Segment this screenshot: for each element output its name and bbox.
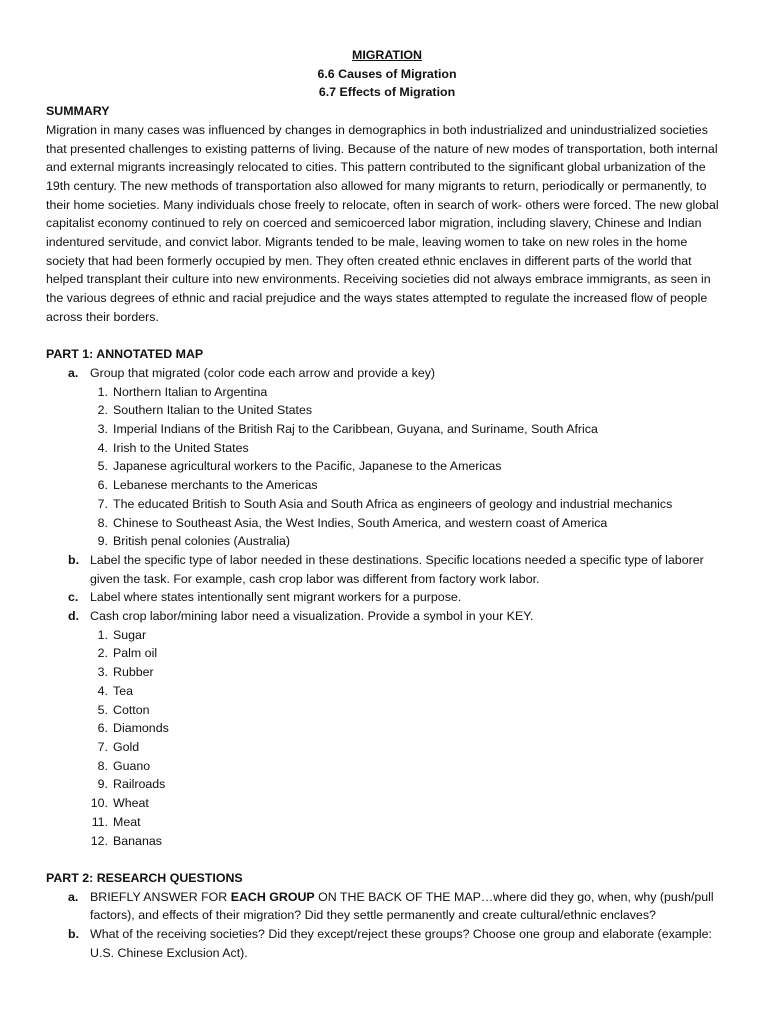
list-item-number: 5. xyxy=(97,702,108,717)
list-item xyxy=(46,682,728,701)
list-item xyxy=(46,719,728,738)
list-item xyxy=(46,832,728,851)
list-item-number: 12. xyxy=(90,833,108,848)
list-item-number: 5. xyxy=(97,459,108,474)
list-item-number: 6. xyxy=(97,721,108,736)
list-item-number: 2. xyxy=(97,403,108,418)
list-item-text: Palm oil xyxy=(113,646,158,661)
part2-item-b xyxy=(46,925,728,962)
list-item-text: Diamonds xyxy=(113,721,169,736)
list-item-number: 9. xyxy=(97,534,108,549)
list-item-text: The educated British to South Asia and South Africa as engineers of geology and industrial mechanics xyxy=(113,496,673,511)
list-item-number: 8. xyxy=(97,758,108,773)
list-item-text: Guano xyxy=(113,758,151,773)
list-item xyxy=(46,383,728,402)
list-item xyxy=(46,757,728,776)
spacer xyxy=(46,327,728,346)
summary-heading: SUMMARY xyxy=(46,104,110,119)
list-item xyxy=(46,644,728,663)
list-item-text: Bananas xyxy=(113,833,162,848)
list-item-number: 4. xyxy=(97,683,108,698)
list-item-text: Gold xyxy=(113,740,140,754)
list-item-number: 8. xyxy=(97,515,108,530)
list-item-number: 7. xyxy=(97,740,108,754)
list-item xyxy=(46,813,728,832)
list-item-text: Cotton xyxy=(113,702,150,717)
part1-item-c xyxy=(46,588,728,607)
list-item-text: Japanese agricultural workers to the Pacific, Japanese to the Americas xyxy=(113,459,502,474)
summary-paragraph: Migration in many cases was influenced by changes in demographics in both industrialized and unindustrialized societies that presented challenges to existing patterns of living. Because of the nature of new modes of transportation, both internal and external migrants increasingly relocated to cities. This pattern contributed to the significant global urbanization of the 19th century. The new methods of transportation also allowed for many migrants to return, periodically or permanently, to their home societies. Many individuals chose freely to relocate, often in search of work- others were forced. The new global capitalist economy continued to rely on coerced and semicoerced labor migration, including slavery, Chinese and Indian indentured servitude, and convict labor. Migrants tended to be male, leaving women to take on new roles in the home society that had been formerly occupied by men. They often created ethnic enclaves in different parts of the world that helped transplant their culture into new environments. Receiving societies did not always embrace immigrants, as seen in the various degrees of ethnic and racial prejudice and the ways states attempted to regulate the increased flow of people across their borders. xyxy=(46,122,719,324)
item-text: Label the specific type of labor needed in these destinations. Specific locations needed a specific type of laborer given the task. For example, cash crop labor was different from factory work labor. xyxy=(90,552,704,586)
subtitle-causes: 6.6 Causes of Migration xyxy=(317,66,457,81)
item-text: Cash crop labor/mining labor need a visualization. Provide a symbol in your KEY. xyxy=(90,609,534,624)
migrant-groups-list xyxy=(46,383,728,551)
document-title: MIGRATION xyxy=(352,48,422,62)
spacer xyxy=(46,850,728,869)
list-item xyxy=(46,439,728,458)
list-item xyxy=(46,495,728,514)
list-item-number: 7. xyxy=(97,496,108,511)
list-item xyxy=(46,514,728,533)
list-item xyxy=(46,420,728,439)
list-item xyxy=(46,701,728,720)
list-item-number: 4. xyxy=(97,440,108,455)
item-marker: a. xyxy=(68,365,79,380)
part2-item-a xyxy=(46,888,728,925)
list-item-number: 1. xyxy=(97,384,108,399)
part1-item-a xyxy=(46,364,728,383)
item-marker: b. xyxy=(68,927,80,942)
list-item-number: 3. xyxy=(97,665,108,680)
list-item-number: 2. xyxy=(97,646,108,661)
subtitle-effects: 6.7 Effects of Migration xyxy=(318,85,456,100)
list-item-number: 1. xyxy=(97,627,108,642)
list-item xyxy=(46,794,728,813)
list-item-number: 11. xyxy=(91,814,108,829)
item-marker: b. xyxy=(68,552,80,567)
item-text-emphasis: EACH GROUP xyxy=(230,889,315,904)
list-item xyxy=(46,663,728,682)
list-item-text: Northern Italian to Argentina xyxy=(113,384,268,399)
part1-item-d xyxy=(46,607,728,626)
list-item-text: Meat xyxy=(113,814,141,829)
title-block xyxy=(46,46,728,102)
item-text-end: ON THE BACK OF THE MAP…where did they go, when, why (push/pull factors), and effects of their migration? Did they settle permanently and create cultural/ethnic enclaves? xyxy=(90,889,714,923)
list-item-text: Wheat xyxy=(113,796,149,811)
list-item-number: 10. xyxy=(90,796,108,811)
list-item-text: Imperial Indians of the British Raj to the Caribbean, Guyana, and Suriname, South Africa xyxy=(113,422,598,437)
list-item-text: Southern Italian to the United States xyxy=(113,403,313,418)
list-item-text: Lebanese merchants to the Americas xyxy=(113,478,318,493)
item-text: Label where states intentionally sent migrant workers for a purpose. xyxy=(90,590,462,605)
list-item-text: Railroads xyxy=(113,777,166,792)
list-item xyxy=(46,532,728,551)
list-item-text: Irish to the United States xyxy=(113,440,249,455)
list-item-number: 6. xyxy=(97,478,108,493)
part1-heading: PART 1: ANNOTATED MAP xyxy=(46,347,204,362)
item-marker: a. xyxy=(68,889,79,904)
list-item xyxy=(46,401,728,420)
list-item-number: 9. xyxy=(97,777,108,792)
item-text-start: BRIEFLY ANSWER FOR xyxy=(90,889,231,904)
list-item-text: Chinese to Southeast Asia, the West Indies, South America, and western coast of America xyxy=(113,515,608,530)
list-item xyxy=(46,457,728,476)
item-marker: c. xyxy=(68,590,79,605)
list-item xyxy=(46,476,728,495)
list-item xyxy=(46,775,728,794)
list-item-text: British penal colonies (Australia) xyxy=(113,534,290,549)
part2-heading: PART 2: RESEARCH QUESTIONS xyxy=(46,870,243,885)
list-item-number: 3. xyxy=(97,422,108,437)
list-item xyxy=(46,626,728,645)
item-text: What of the receiving societies? Did they except/reject these groups? Choose one group and elaborate (example: U.S. Chinese Exclusion Act). xyxy=(90,927,712,960)
item-marker: d. xyxy=(68,609,80,624)
list-item-text: Sugar xyxy=(113,627,147,642)
labor-types-list xyxy=(46,626,728,850)
item-text: Group that migrated (color code each arrow and provide a key) xyxy=(90,365,436,380)
list-item xyxy=(46,738,728,757)
part1-item-b xyxy=(46,551,728,588)
list-item-text: Tea xyxy=(113,683,133,698)
list-item-text: Rubber xyxy=(113,665,154,680)
